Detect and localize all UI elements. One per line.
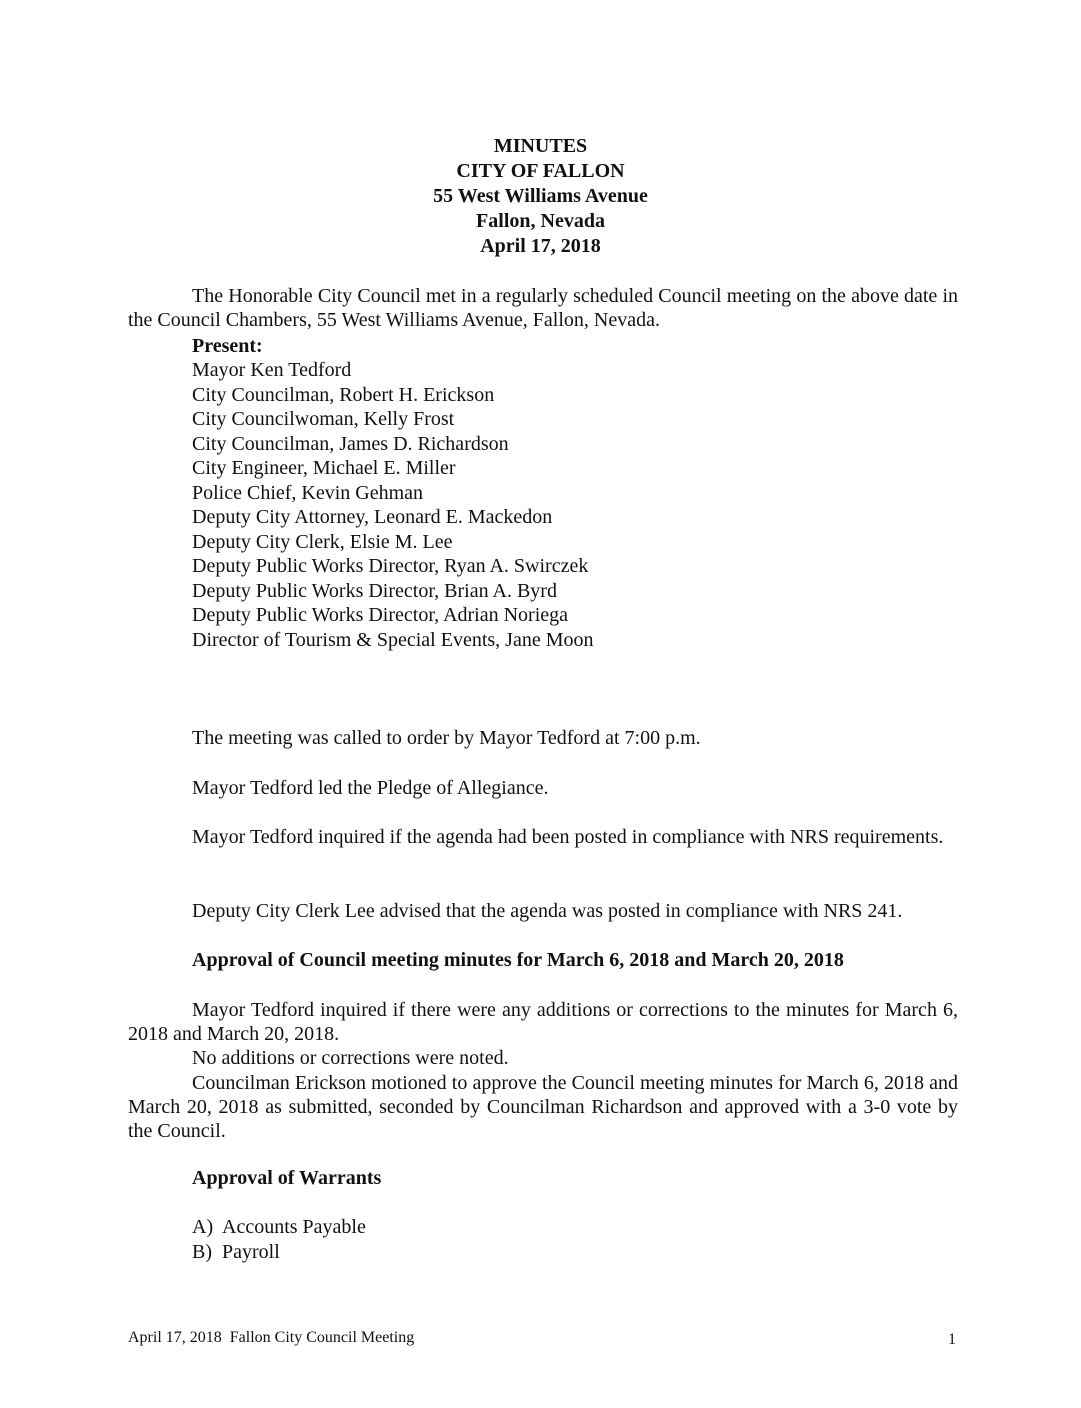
city-name: CITY OF FALLON — [456, 160, 625, 182]
call-to-order-text: The meeting was called to order by Mayor Tedford at 7:00 p.m. — [192, 727, 701, 749]
attendee-item: Deputy Public Works Director, Ryan A. Swirczek — [192, 555, 589, 577]
attendee-item: City Councilman, James D. Richardson — [192, 432, 509, 455]
page-footer: April 17, 2018 Fallon City Council Meeting — [128, 1329, 415, 1346]
attendee-item: Mayor Ken Tedford — [192, 359, 352, 381]
pledge-text: Mayor Tedford led the Pledge of Allegiance. — [192, 777, 549, 799]
attendee-item: City Councilwoman, Kelly Frost — [192, 408, 455, 430]
minutes-section-heading: Approval of Council meeting minutes for March 6, 2018 and March 20, 2018 — [192, 949, 844, 971]
location-line: Fallon, Nevada — [476, 210, 605, 232]
document-title: MINUTES — [493, 135, 588, 157]
minutes-inquiry-paragraph: Mayor Tedford inquired if there were any additions or corrections to the minutes for March 6, 2018 and March 20, 2018. — [128, 999, 958, 1045]
attendee-item: City Councilman, Robert H. Erickson — [192, 383, 495, 406]
attendee-item: Deputy City Attorney, Leonard E. Mackedon — [192, 506, 553, 528]
attendee-item: Deputy Public Works Director, Brian A. Byrd — [192, 579, 557, 602]
meeting-date: April 17, 2018 — [480, 235, 601, 257]
warrant-item-accounts-payable: A) Accounts Payable — [192, 1216, 366, 1238]
warrant-item-payroll: B) Payroll — [192, 1241, 280, 1263]
attendee-item: Police Chief, Kevin Gehman — [192, 481, 424, 504]
agenda-inquiry-paragraph: Mayor Tedford inquired if the agenda had been posted in compliance with NRS requirements. — [192, 826, 944, 848]
present-heading: Present: — [192, 335, 263, 357]
minutes-noted-text: No additions or corrections were noted. — [192, 1047, 509, 1069]
minutes-motion-paragraph: Councilman Erickson motioned to approve the Council meeting minutes for March 6, 2018 and March 20, 2018 as submitted, seconded by Councilman Richardson and approved with a 3-0 vote by the Council. — [128, 1072, 958, 1142]
intro-paragraph: The Honorable City Council met in a regularly scheduled Council meeting on the above date in the Council Chambers, 55 West Williams Avenue, Fallon, Nevada. — [128, 285, 958, 331]
attendee-item: City Engineer, Michael E. Miller — [192, 457, 456, 479]
address-line: 55 West Williams Avenue — [433, 185, 648, 207]
warrants-section-heading: Approval of Warrants — [192, 1167, 382, 1189]
document-header — [0, 134, 1081, 259]
agenda-response-text: Deputy City Clerk Lee advised that the agenda was posted in compliance with NRS 241. — [192, 900, 903, 922]
attendee-item: Deputy Public Works Director, Adrian Noriega — [192, 604, 569, 626]
page-number: 1 — [948, 1331, 956, 1348]
attendee-item: Deputy City Clerk, Elsie M. Lee — [192, 530, 453, 553]
attendee-item: Director of Tourism & Special Events, Jane Moon — [192, 628, 594, 651]
attendee-list — [192, 358, 593, 652]
